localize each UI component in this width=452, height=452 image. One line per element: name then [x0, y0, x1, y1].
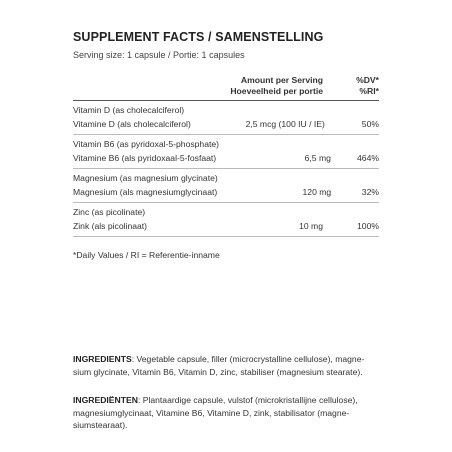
ingredients-en [73, 353, 379, 378]
amount-header-nl: Hoeveelheid per portie [230, 86, 323, 96]
nutrient-name-en: Vitamin B6 (as pyridoxal-5-phosphate) [73, 139, 220, 149]
nutrient-table [73, 75, 379, 237]
table-header [73, 75, 379, 101]
table-row [73, 218, 379, 237]
table-row [73, 184, 379, 203]
amount-header [183, 75, 335, 97]
ingredients-en-line [73, 353, 379, 366]
nutrient-name-nl: Magnesium (als magnesiumglycinaat) [73, 187, 218, 197]
ingredients-nl-text: : Plantaardige capsule, vulstof (microkristallijne cellulose), [137, 395, 358, 405]
panel-title: SUPPLEMENT FACTS / SAMENSTELLING [73, 30, 324, 44]
nutrient-group-magnesium [73, 169, 379, 203]
table-row [73, 135, 379, 150]
dv-header [335, 75, 379, 97]
supplement-facts-panel [73, 30, 379, 261]
nutrient-dv: 100% [357, 221, 379, 231]
nutrient-name-en: Zinc (as picolinate) [73, 207, 146, 217]
dv-header-en: %DV* [356, 75, 379, 85]
nutrient-name-nl: Zink (als picolinaat) [73, 221, 148, 231]
table-row [73, 116, 379, 135]
nutrient-name-en: Magnesium (as magnesium glycinate) [73, 173, 218, 183]
nutrient-dv: 50% [361, 119, 379, 129]
nutrient-name-nl: Vitamine B6 (als pyridoxaal-5-fosfaat) [73, 153, 217, 163]
table-row [73, 203, 379, 218]
table-row [73, 150, 379, 169]
dv-header-nl: %RI* [359, 86, 379, 96]
table-row [73, 101, 379, 116]
table-row [73, 169, 379, 184]
nutrient-dv: 464% [357, 153, 379, 163]
ingredients-en-line: sium glycinate, Vitamin B6, Vitamin D, zinc, stabiliser (magnesium stearate). [73, 366, 363, 377]
ingredients-nl-line: siumstearaat). [73, 420, 128, 431]
nutrient-dv: 32% [361, 187, 379, 197]
ingredients-en-text: : Vegetable capsule, filler (microcrystalline cellulose), magne- [131, 354, 365, 364]
nutrient-group-vitamin-b6 [73, 135, 379, 169]
ingredients-en-label: INGREDIENTS [73, 354, 132, 364]
nutrient-amount: 2,5 mcg (100 IU / IE) [245, 119, 325, 129]
nutrient-name-en: Vitamin D (as cholecalciferol) [73, 105, 185, 115]
nutrient-amount: 6,5 mg [304, 153, 331, 163]
amount-header-en: Amount per Serving [240, 75, 323, 85]
serving-size: Serving size: 1 capsule / Portie: 1 capsules [73, 50, 245, 60]
nutrient-amount: 10 mg [299, 221, 323, 231]
daily-values-footnote: *Daily Values / RI = Referentie-inname [73, 250, 220, 260]
nutrient-amount: 120 mg [302, 187, 332, 197]
nutrient-name-nl: Vitamine D (als cholecalciferol) [73, 119, 191, 129]
ingredients-nl-line: magnesiumglycinaat, Vitamine B6, Vitamine D, zink, stabilisator (magne- [73, 407, 350, 418]
ingredients-nl [73, 394, 379, 432]
ingredients-nl-line [73, 394, 379, 407]
nutrient-group-zinc [73, 203, 379, 237]
ingredients-nl-label: INGREDIËNTEN [73, 395, 138, 405]
nutrient-group-vitamin-d [73, 101, 379, 135]
